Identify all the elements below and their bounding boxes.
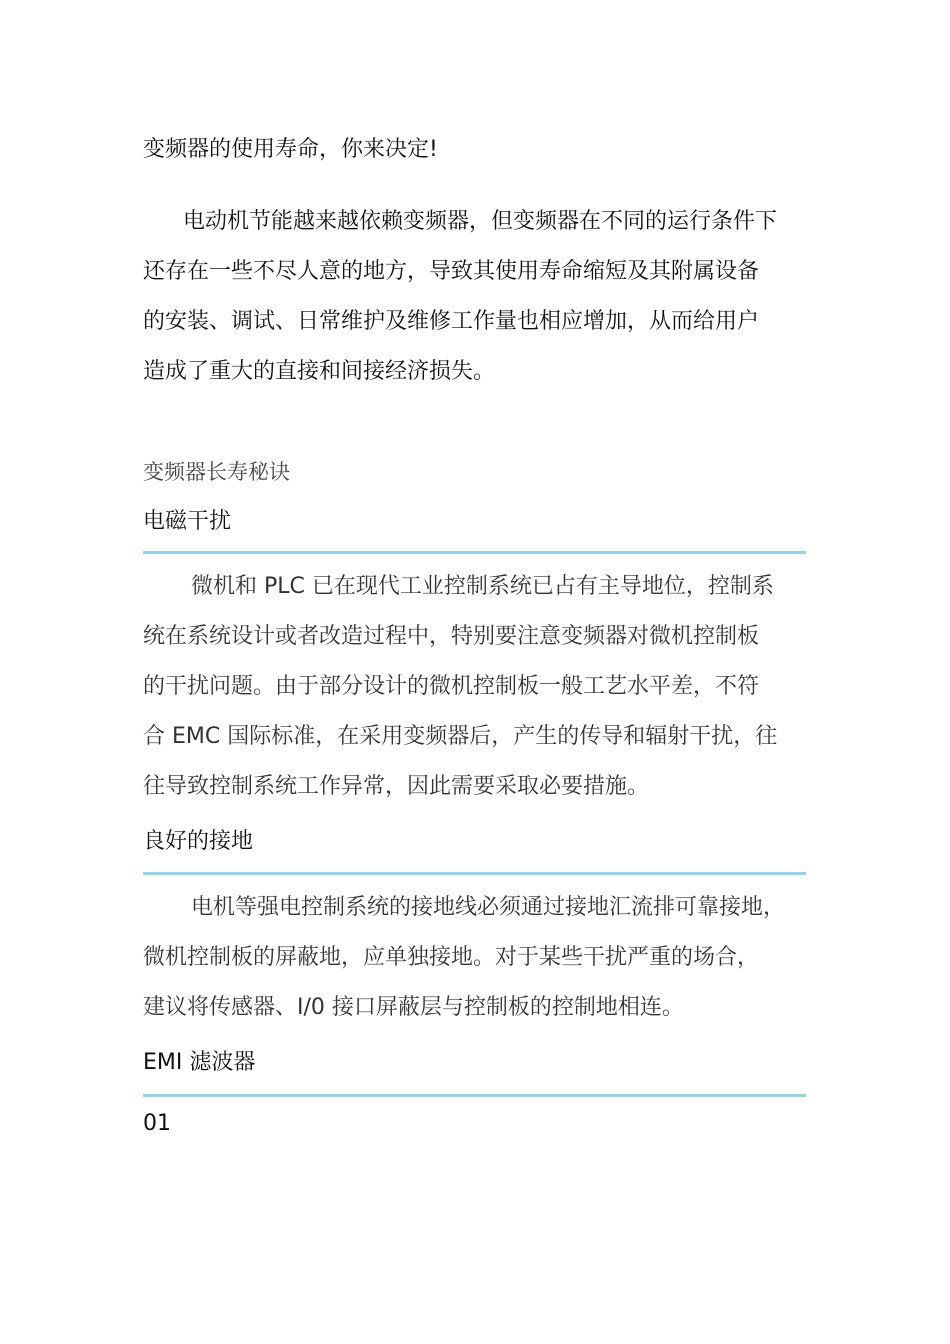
intro-line: 的安装、调试、日常维护及维修工作量也相应增加，从而给用户 — [143, 309, 760, 334]
paragraph-line: 的干扰问题。由于部分设计的微机控制板一般工艺水平差，不符 — [143, 674, 760, 699]
document-title: 变频器的使用寿命，你来决定! — [143, 137, 438, 162]
intro-line: 造成了重大的直接和间接经济损失。 — [143, 359, 496, 384]
paragraph-line: 统在系统设计或者改造过程中，特别要注意变频器对微机控制板 — [143, 624, 760, 649]
section-paragraph — [143, 562, 833, 812]
paragraph-line: 电机等强电控制系统的接地线必须通过接地汇流排可靠接地， — [191, 895, 786, 920]
section-label: 变频器长寿秘诀 — [143, 460, 290, 484]
section-heading-emi: 电磁干扰 — [143, 509, 232, 534]
paragraph-line: 合 EMC 国际标准，在采用变频器后，产生的传导和辐射干扰，往 — [143, 724, 778, 749]
section-divider — [143, 1094, 806, 1097]
intro-line: 电动机节能越来越依赖变频器，但变频器在不同的运行条件下 — [183, 209, 778, 234]
intro-line: 还存在一些不尽人意的地方，导致其使用寿命缩短及其附属设备 — [143, 259, 760, 284]
section-divider — [143, 551, 806, 554]
section-paragraph — [143, 883, 833, 1033]
section-heading-grounding: 良好的接地 — [143, 829, 254, 854]
section-heading-emi-filter: EMI 滤波器 — [143, 1050, 256, 1075]
item-number: 01 — [143, 1111, 171, 1136]
intro-paragraph — [143, 197, 813, 397]
paragraph-line: 建议将传感器、I/0 接口屏蔽层与控制板的控制地相连。 — [143, 995, 684, 1020]
section-divider — [143, 872, 806, 875]
paragraph-line: 微机控制板的屏蔽地，应单独接地。对于某些干扰严重的场合， — [143, 945, 760, 970]
paragraph-line: 往导致控制系统工作异常，因此需要采取必要措施。 — [143, 774, 650, 799]
paragraph-line: 微机和 PLC 已在现代工业控制系统已占有主导地位，控制系 — [191, 574, 774, 599]
